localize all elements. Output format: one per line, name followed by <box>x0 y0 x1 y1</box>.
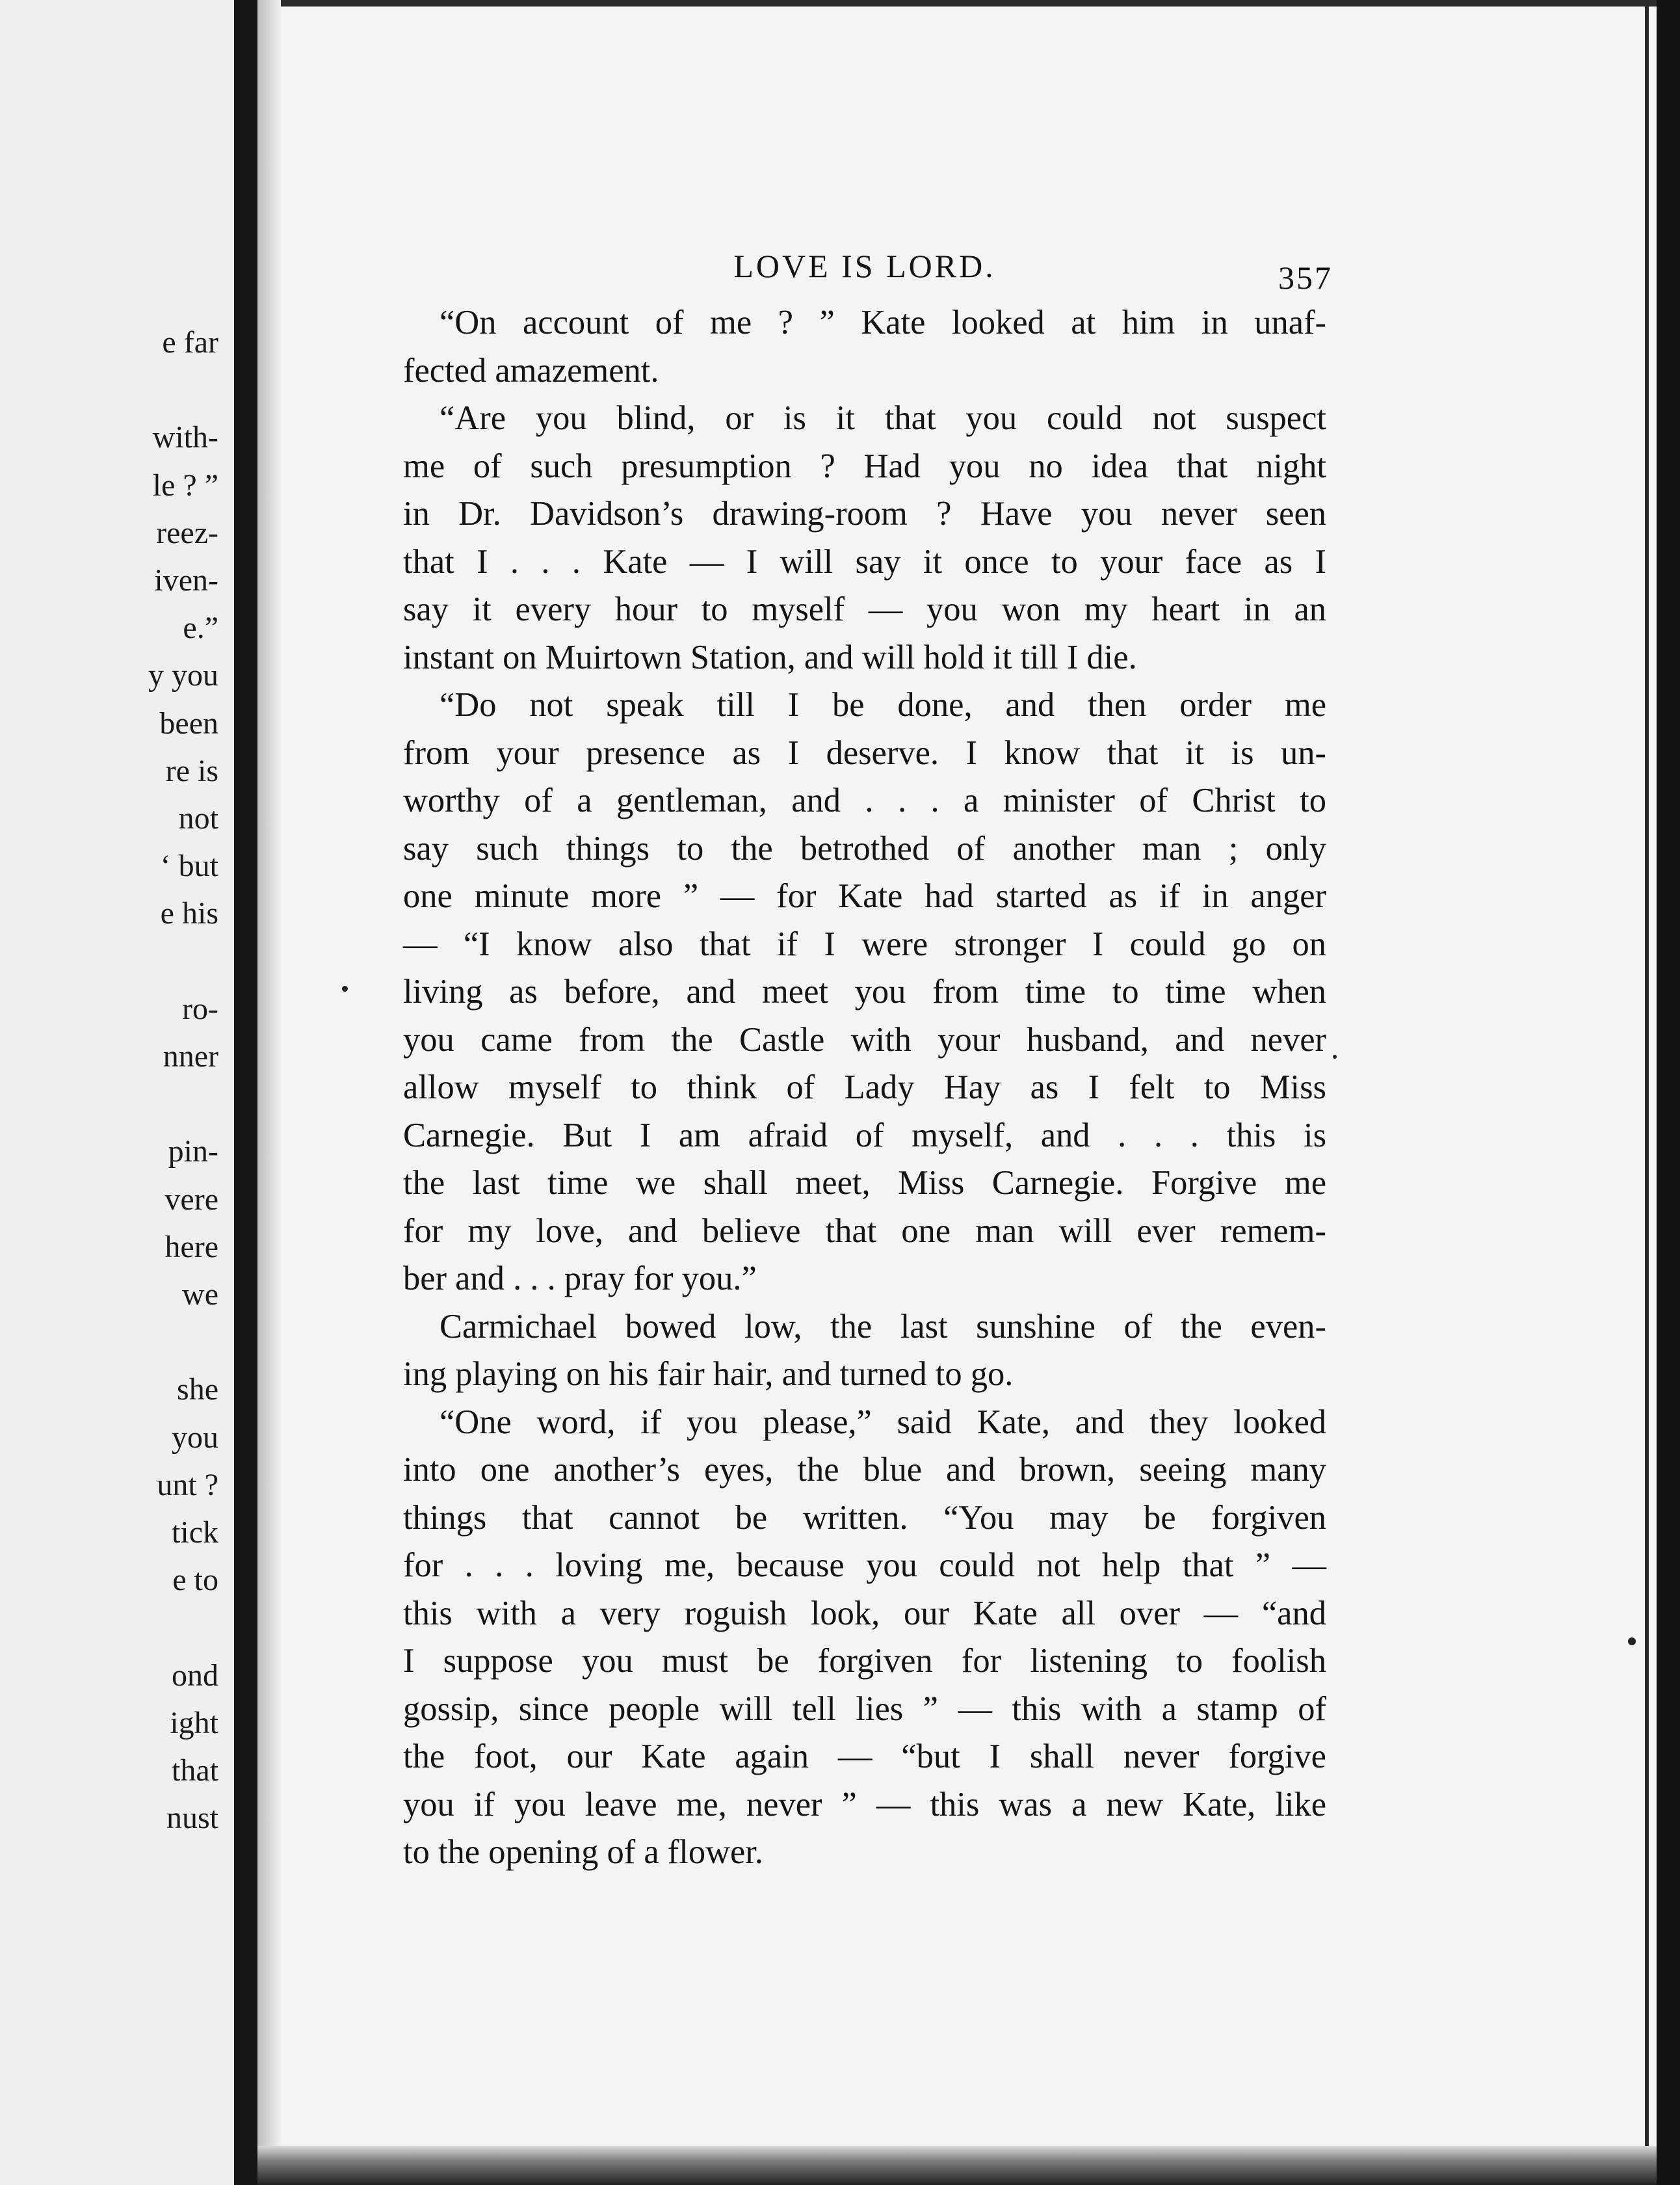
left-page-line-fragment: tick <box>172 1515 218 1550</box>
left-page-line-fragment: that <box>172 1753 218 1788</box>
scan-right-edge <box>1657 0 1680 2185</box>
text-line: ber and . . . pray for you.” <box>403 1260 757 1297</box>
left-page-line-fragment: nust <box>166 1801 218 1836</box>
text-line: worthy of a gentleman, and . . . a minister of Christ to <box>403 782 1326 819</box>
left-page-line-fragment: she <box>177 1372 218 1407</box>
text-line: “One word, if you please,” said Kate, and they looked <box>440 1403 1326 1441</box>
left-page-line-fragment: here <box>164 1229 218 1264</box>
left-page-line-fragment: ro- <box>182 991 218 1026</box>
text-line: from your presence as I deserve. I know that it is un- <box>403 734 1326 772</box>
text-line: that I . . . Kate — I will say it once to your face as I <box>403 542 1326 581</box>
paragraph <box>403 395 1326 682</box>
book-gutter <box>234 0 257 2185</box>
scan-speck <box>342 986 348 992</box>
text-line: allow myself to think of Lady Hay as I felt to Miss <box>403 1068 1326 1106</box>
left-page-line-fragment: we <box>182 1277 218 1312</box>
body-text <box>403 299 1326 1877</box>
left-page-line-fragment: reez- <box>156 515 218 550</box>
paragraph <box>403 682 1326 1303</box>
text-line: to the opening of a flower. <box>403 1833 764 1871</box>
left-page-line-fragment: le ? ” <box>152 468 218 503</box>
running-head <box>403 241 1333 299</box>
left-page-line-fragment: nner <box>163 1039 218 1074</box>
page-number: 357 <box>1278 259 1333 296</box>
left-page-line-fragment: ond <box>172 1658 218 1693</box>
running-title: LOVE IS LORD. <box>733 248 996 284</box>
left-page-line-fragment: been <box>159 706 218 741</box>
left-page-line-fragment: ight <box>170 1705 218 1740</box>
left-page-line-fragment: with- <box>152 420 218 455</box>
left-page-line-fragment: pin- <box>168 1134 218 1169</box>
paragraph <box>403 299 1326 395</box>
left-page-line-fragment: e.” <box>183 611 218 646</box>
left-page-line-fragment: e far <box>162 325 218 360</box>
page-edge-line <box>1645 0 1649 2185</box>
text-line: you came from the Castle with your husband, and never <box>403 1020 1326 1059</box>
scan-speck <box>1333 1055 1337 1059</box>
book-page <box>403 241 1333 1877</box>
text-line: for my love, and believe that one man will ever remem- <box>403 1212 1326 1250</box>
left-page-line-fragment: e his <box>160 896 218 931</box>
left-page-fragment <box>0 0 234 2185</box>
left-page-line-fragment: e to <box>172 1563 218 1598</box>
left-page-line-fragment: vere <box>164 1182 218 1217</box>
text-line: you if you leave me, never ” — this was a new Kate, like <box>403 1785 1326 1823</box>
scan-bottom-edge <box>257 2146 1657 2185</box>
text-line: one minute more ” — for Kate had started as if in anger <box>403 877 1326 915</box>
text-line: instant on Muirtown Station, and will hold it till I die. <box>403 638 1137 676</box>
text-line: — “I know also that if I were stronger I could go on <box>403 925 1326 963</box>
gutter-shadow <box>257 0 281 2185</box>
scan-speck <box>1628 1637 1636 1645</box>
text-line: for . . . loving me, because you could not help that ” — <box>403 1546 1326 1584</box>
left-page-line-fragment: y you <box>148 658 218 693</box>
paragraph <box>403 1399 1326 1877</box>
left-page-line-fragment: unt ? <box>157 1467 218 1502</box>
left-page-line-fragment: re is <box>165 753 218 788</box>
left-page-line-fragment: you <box>172 1420 218 1455</box>
text-line: fected amazement. <box>403 351 659 390</box>
left-page-line-fragment: iven- <box>154 563 218 598</box>
scan-top-edge <box>257 0 1657 7</box>
text-line: I suppose you must be forgiven for listening to foolish <box>403 1642 1326 1680</box>
text-line: Carmichael bowed low, the last sunshine of the even- <box>440 1307 1326 1345</box>
text-line: this with a very roguish look, our Kate all over — “and <box>403 1594 1326 1632</box>
text-line: Carnegie. But I am afraid of myself, and . . . this is <box>403 1116 1326 1154</box>
text-line: say it every hour to myself — you won my heart in an <box>403 590 1326 628</box>
text-line: things that cannot be written. “You may be forgiven <box>403 1498 1326 1537</box>
text-line: in Dr. Davidson’s drawing-room ? Have you never seen <box>403 495 1326 533</box>
text-line: “On account of me ? ” Kate looked at him in unaf- <box>440 304 1326 341</box>
text-line: into one another’s eyes, the blue and brown, seeing many <box>403 1451 1326 1489</box>
paragraph <box>403 1303 1326 1399</box>
text-line: the last time we shall meet, Miss Carnegie. Forgive me <box>403 1164 1326 1202</box>
text-line: “Are you blind, or is it that you could not suspect <box>440 399 1326 437</box>
text-line: me of such presumption ? Had you no idea that night <box>403 447 1326 485</box>
text-line: living as before, and meet you from time to time when <box>403 973 1326 1011</box>
left-page-line-fragment: not <box>178 801 218 836</box>
text-line: say such things to the betrothed of another man ; only <box>403 829 1326 867</box>
text-line: “Do not speak till I be done, and then order me <box>440 686 1326 724</box>
text-line: ing playing on his fair hair, and turned to go. <box>403 1355 1014 1393</box>
text-line: gossip, since people will tell lies ” — this with a stamp of <box>403 1689 1326 1728</box>
text-line: the foot, our Kate again — “but I shall never forgive <box>403 1738 1326 1775</box>
left-page-line-fragment: ‘ but <box>160 849 218 884</box>
